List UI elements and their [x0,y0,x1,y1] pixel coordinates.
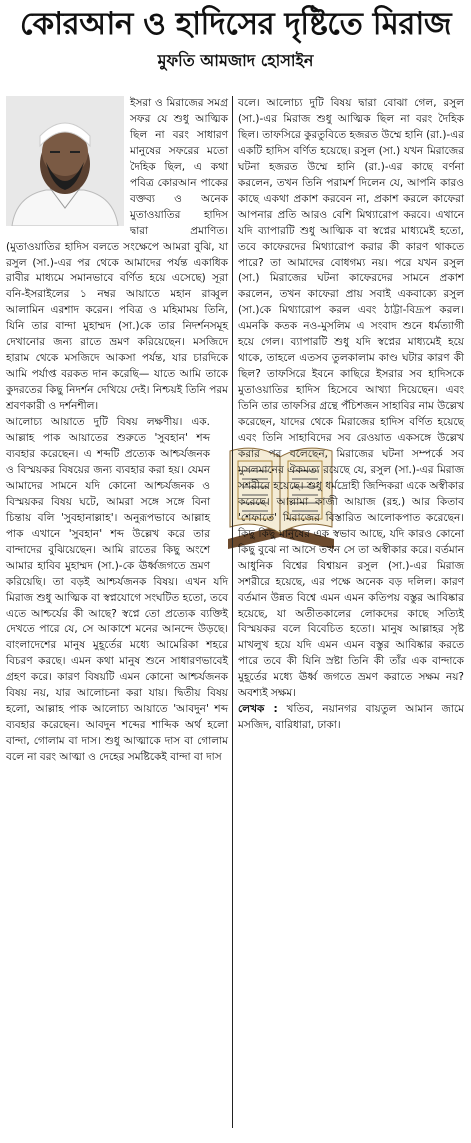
article-paragraph: আলোচ্য আয়াতে দুটি বিষয় লক্ষণীয়। এক. আল্লাহ পাক আয়াতের শুরুতে 'সুবহান' শব্দ ব্যবহার করেছেন। এ শব্দটি প্রত্যেক আশ্চর্যজনক ও বিস্ময়কর বিষয়ের জন্য ব্যবহার করা হয়। যেমন আমাদের সামনে যদি কোনো আশ্চর্যজনক ও বিস্ময়কর বিষয় ঘটে, আমরা সঙ্গে সঙ্গে বিনা চিন্তায় বলি 'সুবহানাল্লাহ'। অনুরূপভাবে আল্লাহ পাক এখানে 'সুবহান' শব্দ উল্লেখ করে তার বান্দাদের বুঝিয়েছেন। আমি রাতের কিছু অংশে আমার হাবিব মুহাম্মদ (সা.)-কে ঊর্ধ্বজগতে ভ্রমণ করিয়েছি। তা বড়ই আশ্চর্যজনক বিষয়। এখন যদি মিরাজ শুধু আত্মিক বা স্বপ্নযোগে সংঘটিত হতো, তবে এতে আশ্চর্যের কী আছে? স্বপ্নে তো প্রত্যেক ব্যক্তিই দেখতে পারে যে, সে আকাশে মনের আনন্দে উড়ছে। বাংলাদেশের মানুষ মুহূর্তের মধ্যে আমেরিকা শহরে বিচরণ করছে। এমন কথা মানুষ শুনে সাধারণভাবেই গ্রহণ করে। কারণ বিষয়টি এমন কোনো আশ্চর্যজনক বিষয় নয়, যার আলোচনা করা যায়। দ্বিতীয় বিষয় হলো, আল্লাহ পাক আলোচ্য আয়াতে 'আবদুন' শব্দ ব্যবহার করেছেন। আবদুন শব্দের শাব্দিক অর্থ হলো বান্দা, গোলাম বা দাস। শুধু আত্মাকে দাস বা গোলাম বলে না বরং আত্মা ও দেহের সমষ্টিকেই বান্দা বা দাস [6,416,228,764]
author-photo [6,96,124,226]
left-column [6,96,228,766]
column-divider [232,96,233,1128]
author-note-label: লেখক : [238,703,278,716]
author-byline: মুফতি আমজাদ হোসাইন [157,51,314,70]
article-paragraph: বলে। আলোচ্য দুটি বিষয় দ্বারা বোঝা গেল, রসুল (সা.)-এর মিরাজ শুধু আত্মিক ছিল না বরং দৈহিক ছিল। তাফসিরে কুরতুবিতে হজরত উম্মে হানি (রা.)-এর একটি হাদিস বর্ণিত হয়েছে। রসুল (সা.) যখন মিরাজের ঘটনা হজরত উম্মে হানি (রা.)-এর কাছে বর্ণনা করলেন, তখন তিনি পরামর্শ দিলেন যে, আপনি কারও কাছে একথা প্রকাশ করবেন না, প্রকাশ করলে কাফেরা আপনার প্রতি আরও বেশি মিথ্যারোপ করবে। এখানে যদি ব্যাপারটি শুধু আত্মিক বা স্বপ্নের মাধ্যমেই হতো, তবে কাফেরদের মিথ্যারোপ করার কী কারণ থাকতে পারে? তা আমাদের বোধগম্য নয়। পরে যখন রসুল (সা.) মিরাজের ঘটনা কাফেরদের সামনে প্রকাশ করলেন, তখন কাফেরা প্রায় সবাই একবাক্যে রসুল (সা.)কে মিথ্যারোপ করল এবং ঠাট্টা-বিদ্রূপ করল। এমনকি কতক নও-মুসলিম এ সংবাদ শুনে ধর্মত্যাগী হয়ে গেল। ব্যাপারটি শুধু যদি স্বপ্নের মাধ্যমেই হয়ে থাকে, তাহলে এতসব তুলকালাম কাণ্ড ঘটার কারণ কী ছিল? তাফসিরে ইবনে কাছিরে ইসরার সব হাদিসকে মুতাওয়াতির হাদিস হিসেবে আখ্যা দিয়েছেন। এবং তিনি তার তাফসির গ্রন্থে পঁচিশজন সাহাবির নাম উল্লেখ করেছেন, যাদের থেকে মিরাজের হাদিস বর্ণিত হয়েছে এবং তিনি সাহাবিদের সব রেওয়াত একসঙ্গে উল্লেখ করার পর বলেছেন, মিরাজের ঘটনা সম্পর্কে সব মুসলমানের ঐকমত্য রয়েছে যে, রসুল (সা.)-এর মিরাজ সশরীরে হয়েছে। শুধু ধর্মদ্রোহী জিন্দিকরা একে অস্বীকার করেছে। আল্লামা কাজী আয়াজ (রহ.) আর কিতাব 'শেফাতে' মিরাজের বিস্তারিত আলোকপাত করেছেন। কিছু কিছু মানুষের এক স্বভাব আছে, যদি কারও কোনো কিছু বুঝে না আসে তখন সে তা অস্বীকার করে। বর্তমান আধুনিক বিশ্বের বিশ্বায়ন রসুল (সা.)-এর মিরাজ সশরীরে হয়েছে, এর পক্ষে অনেক বড় দলিল। কারণ বর্তমান উন্নত বিশ্বে এমন এমন কতিপয় বস্তুর আবিষ্কার হয়েছে, যা অতীতকালের লোকদের কাছে সত্যিই বিস্ময়কর বলে বিবেচিত হতো। মানুষ আল্লাহর সৃষ্ট মাখলুখ হয়ে যদি এমন এমন বস্তুর আবিষ্কার করতে পারে তবে কী যিনি স্রষ্টা তিনি কী তাঁর এক বান্দাকে মুহূর্তের মধ্যে ঊর্ধ্ব জগতে ভ্রমণ করাতে সক্ষম নয়? অবশ্যই সক্ষম। [238,97,464,700]
author-note-text: খতিব, নয়ানগর বায়তুল আমান জামে মসজিদ, বারিধারা, ঢাকা। [238,703,464,732]
right-column [238,96,464,734]
author-note [238,702,464,734]
article-headline: কোরআন ও হাদিসের দৃষ্টিতে মিরাজ [19,6,452,42]
article-paragraph: ইসরা ও মিরাজের সমগ্র সফর যে শুধু আত্মিক ছিল না বরং সাধারণ মানুষের সফরের মতো দৈহিক ছিল, এ কথা পবিত্র কোরআন পাকের বক্তব্য ও অনেক মুতাওয়াতির হাদিস দ্বারা প্রমাণিত। (মুতাওয়াতির হাদিস বলতে সংক্ষেপে আমরা বুঝি, যা রসুল (সা.)-এর পর থেকে আমাদের পর্যন্ত একাধিক রাবীর মাধ্যমে সমানভাবে বর্ণিত হয়ে এসেছে) সূরা বনি-ইসরাইলের ১ নম্বর আয়াতে মহান রাব্বুল আলামিন এরশাদ করেন। পবিত্র ও মহিমাময় তিনি, যিনি তার বান্দা মুহাম্মদ (সা.)কে তার নিদর্শনসমূহ দেখানোর জন্য রাতে ভ্রমণ করিয়েছেন। মসজিদে হারাম থেকে মসজিদে আকসা পর্যন্ত, যার চারদিকে আমি পর্যাপ্ত বরকত দান করেছি— যাতে আমি তাকে কুদরতের কিছু নিদর্শন দেখিয়ে দেই। নিশ্চয়ই তিনি পরম শ্রবণকারী ও দর্শনশীল। [6,97,228,413]
